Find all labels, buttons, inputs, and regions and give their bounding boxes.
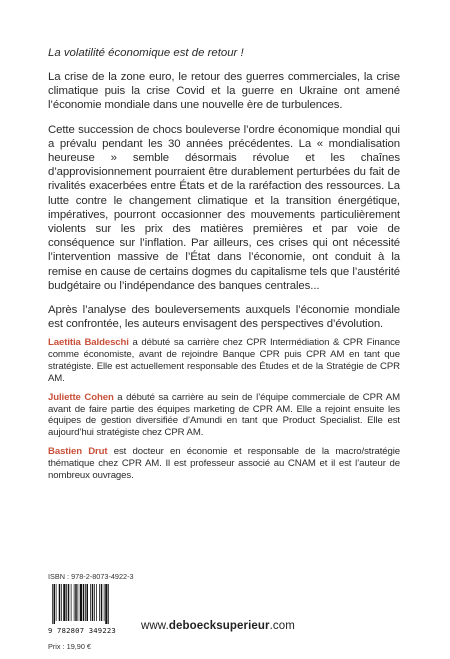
author-name: Juliette Cohen: [48, 391, 114, 403]
author-bio: [48, 337, 400, 385]
blurb: [48, 46, 400, 341]
author-bios: [48, 337, 400, 489]
barcode-bar: [94, 584, 95, 621]
barcode-bar: [56, 584, 57, 621]
blurb-paragraph: Cette succession de chocs bouleverse l’ordre économique mondial qui a prévalu pendant les 30 années précédentes. La « mondialisation heureuse » semble désormais révolue et les chaînes d’approvisionnement pourraient être durablement perturbées du fait de rivalités exacerbées entre États et de la raréfaction des ressources. La lutte contre le changement climatique et la transition énergétique, impératives, pourront occasionner des mouvements particulièrement violents sur les prix des matières premières et par voie de conséquence sur l’inflation. Par ailleurs, ces crises qui ont nécessité l’intervention massive de l’État dans l’économie, ont conduit à la remise en cause de certains dogmes du capitalisme tels que l’austérité budgétaire ou l’indépendance des banques centrales...: [48, 123, 400, 292]
website-suffix: .com: [269, 620, 295, 632]
barcode-bar: [101, 584, 103, 621]
barcode-bar: [96, 584, 97, 621]
author-bio-text: a débuté sa carrière au sein de l’équipe commerciale de CPR AM avant de faire partie des équipes marketing de CPR AM. Elle a rejoint ensuite les équipes de gestion diversifiée d’Amundi en tant que Product Specialist. Elle est aujourd’hui stratégiste chez CPR AM.: [48, 391, 401, 439]
blurb-heading: La volatilité économique est de retour !: [48, 47, 244, 59]
author-name: Laetitia Baldeschi: [48, 337, 129, 348]
author-bio-text: a débuté sa carrière chez CPR Intermédiation & CPR Finance comme économiste, avant de rejoindre Banque CPR puis CPR AM en tant que stratégiste. Elle est actuellement responsable des Études et de la Stratégie de CPR AM.: [48, 337, 400, 384]
barcode-bar: [66, 584, 67, 621]
barcode-digits: 9 782807 349223: [48, 626, 116, 635]
barcode-bar: [90, 584, 91, 621]
barcode-bar: [80, 584, 82, 621]
barcode-bar: [85, 584, 86, 621]
website-name: deboecksuperieur: [168, 620, 270, 632]
author-bio: [48, 446, 400, 482]
author-bio: [48, 392, 400, 440]
barcode-bar: [78, 584, 79, 621]
barcode-bar: [83, 584, 85, 621]
barcode-bar: [52, 584, 53, 624]
barcode-bars: [48, 584, 126, 624]
barcode-bar: [87, 584, 89, 621]
barcode-bar: [61, 584, 62, 621]
barcode-bar: [63, 584, 65, 621]
isbn-label: ISBN : 978-2-8073-4922-3: [48, 572, 134, 581]
barcode-bar: [71, 584, 72, 621]
barcode-bar: [99, 584, 100, 621]
barcode-bar: [92, 584, 94, 621]
barcode-bar: [59, 584, 61, 621]
barcode-bar: [104, 584, 105, 621]
barcode-bar: [105, 584, 107, 624]
blurb-paragraph: La crise de la zone euro, le retour des guerres commerciales, la crise climatique puis la crise Covid et la guerre en Ukraine ont amené l’économie mondiale dans une nouvelle ère de turbulences.: [48, 71, 400, 112]
publisher-website: [141, 620, 295, 632]
blurb-paragraph: Après l’analyse des bouleversements auxquels l’économie mondiale est confrontée, les auteurs envisagent des perspectives d’évolution.: [48, 304, 400, 331]
barcode-bar: [108, 584, 109, 624]
barcode-bar: [54, 584, 56, 624]
price-label: Prix : 19,90 €: [48, 642, 91, 651]
barcode-bar: [75, 584, 77, 621]
website-prefix: www.: [141, 620, 169, 632]
barcode-bar: [74, 584, 75, 621]
barcode-bar: [68, 584, 70, 621]
author-bio-text: est docteur en économie et responsable de la macro/stratégie thématique chez CPR AM. Il est professeur associé au CNAM et il est l’auteur de nombreux ouvrages.: [48, 446, 401, 482]
author-name: Bastien Drut: [48, 446, 108, 458]
